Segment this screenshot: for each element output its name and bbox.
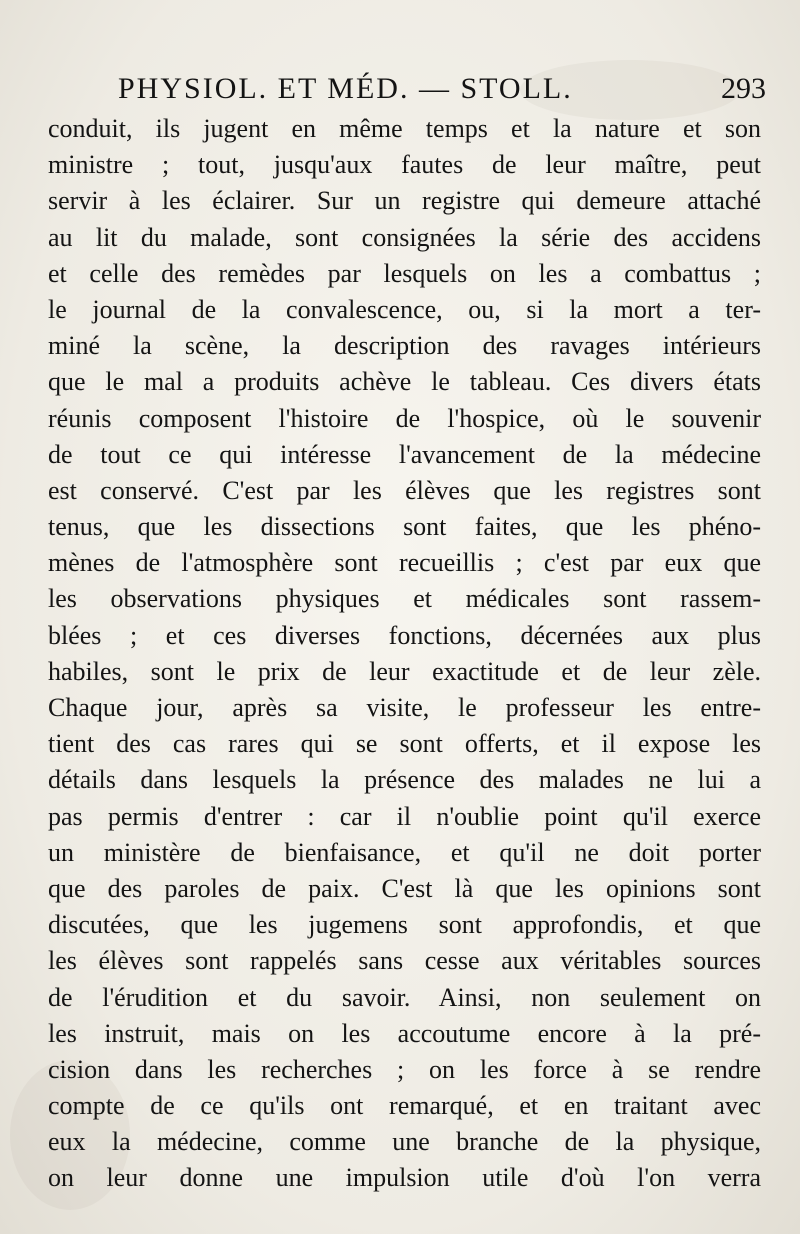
text-line: est conservé. C'est par les élèves que les registres sont [48, 475, 761, 505]
text-line: les observations physiques et médicales sont rassem- [48, 584, 761, 614]
text-line: le journal de la convalescence, ou, si la mort a ter- [48, 294, 761, 324]
text-line: que le mal a produits achève le tableau. Ces divers états [48, 367, 761, 397]
text-line: de tout ce qui intéresse l'avancement de la médecine [48, 439, 761, 469]
text-line: détails dans lesquels la présence des malades ne lui a [48, 765, 761, 795]
body-text [48, 111, 761, 1197]
text-line: mènes de l'atmosphère sont recueillis ; c'est par eux que [48, 548, 761, 578]
text-line: eux la médecine, comme une branche de la physique, [48, 1127, 761, 1157]
text-line: réunis composent l'histoire de l'hospice, où le souvenir [48, 403, 761, 433]
text-line: ministre ; tout, jusqu'aux fautes de leur maître, peut [48, 150, 761, 180]
text-line: les instruit, mais on les accoutume encore à la pré- [48, 1018, 761, 1048]
text-line: tenus, que les dissections sont faites, que les phéno- [48, 512, 761, 542]
running-header [118, 72, 766, 112]
text-line: pas permis d'entrer : car il n'oublie point qu'il exerce [48, 801, 761, 831]
text-line: blées ; et ces diverses fonctions, décernées aux plus [48, 620, 761, 650]
text-line: compte de ce qu'ils ont remarqué, et en traitant avec [48, 1091, 761, 1121]
text-line: miné la scène, la description des ravages intérieurs [48, 331, 761, 361]
text-line: au lit du malade, sont consignées la série des accidens [48, 222, 761, 252]
text-line: servir à les éclairer. Sur un registre qui demeure attaché [48, 186, 761, 216]
text-line: de l'érudition et du savoir. Ainsi, non seulement on [48, 982, 761, 1012]
text-line: tient des cas rares qui se sont offerts, et il expose les [48, 729, 761, 759]
text-line: conduit, ils jugent en même temps et la nature et son [48, 114, 761, 143]
text-line: les élèves sont rappelés sans cesse aux véritables sources [48, 946, 761, 976]
text-line: un ministère de bienfaisance, et qu'il ne doit porter [48, 837, 761, 867]
text-line: que des paroles de paix. C'est là que les opinions sont [48, 873, 761, 903]
running-title: PHYSIOL. ET MÉD. — STOLL. [118, 72, 573, 105]
text-line: on leur donne une impulsion utile d'où l'on verra [48, 1163, 761, 1193]
text-line: cision dans les recherches ; on les force à se rendre [48, 1054, 761, 1084]
page-number: 293 [721, 72, 766, 105]
text-line: et celle des remèdes par lesquels on les a combattus ; [48, 258, 761, 288]
text-line: habiles, sont le prix de leur exactitude et de leur zèle. [48, 656, 761, 686]
text-line: Chaque jour, après sa visite, le professeur les entre- [48, 693, 761, 722]
text-line: discutées, que les jugemens sont approfondis, et que [48, 910, 761, 940]
